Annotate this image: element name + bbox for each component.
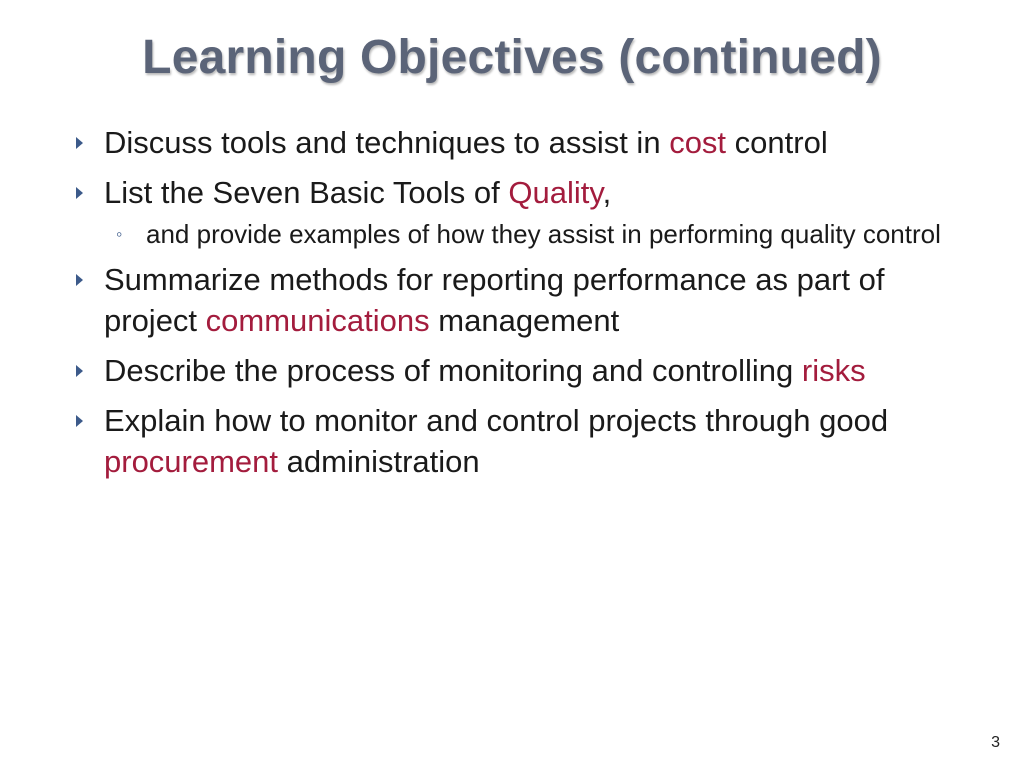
bullet-text: Explain how to monitor and control projects through good bbox=[104, 403, 889, 438]
bullet-item bbox=[74, 259, 974, 341]
slide-title: Learning Objectives (continued) bbox=[142, 31, 882, 84]
bullet-text: List the Seven Basic Tools of bbox=[104, 175, 509, 210]
bullet-text: administration bbox=[278, 444, 480, 479]
triangle-bullet-icon bbox=[76, 415, 83, 427]
sub-bullet-list bbox=[74, 215, 974, 253]
sub-bullet-item bbox=[74, 215, 974, 253]
bullet-text: management bbox=[429, 303, 620, 338]
bullet-item bbox=[74, 172, 974, 213]
circle-bullet-icon: ◦ bbox=[116, 224, 123, 244]
highlight-term: communications bbox=[205, 303, 430, 338]
bullet-item bbox=[74, 400, 974, 482]
highlight-term: risks bbox=[801, 353, 866, 388]
triangle-bullet-icon bbox=[76, 137, 83, 149]
bullet-item bbox=[74, 350, 974, 391]
triangle-bullet-icon bbox=[76, 274, 83, 286]
bullet-list bbox=[74, 122, 974, 491]
bullet-item bbox=[74, 122, 974, 163]
triangle-bullet-icon bbox=[76, 365, 83, 377]
bullet-text: , bbox=[602, 175, 612, 210]
sub-bullet-text: and provide examples of how they assist in performing quality control bbox=[146, 219, 941, 249]
bullet-text: Discuss tools and techniques to assist in bbox=[104, 125, 670, 160]
bullet-text: control bbox=[726, 125, 828, 160]
triangle-bullet-icon bbox=[76, 187, 83, 199]
highlight-term: procurement bbox=[104, 444, 279, 479]
bullet-text: Describe the process of monitoring and controlling bbox=[104, 353, 802, 388]
highlight-term: cost bbox=[669, 125, 727, 160]
highlight-term: Quality bbox=[508, 175, 603, 210]
page-number: 3 bbox=[991, 734, 1000, 751]
bullet-text: Summarize methods for reporting performance as part of project bbox=[104, 262, 885, 338]
